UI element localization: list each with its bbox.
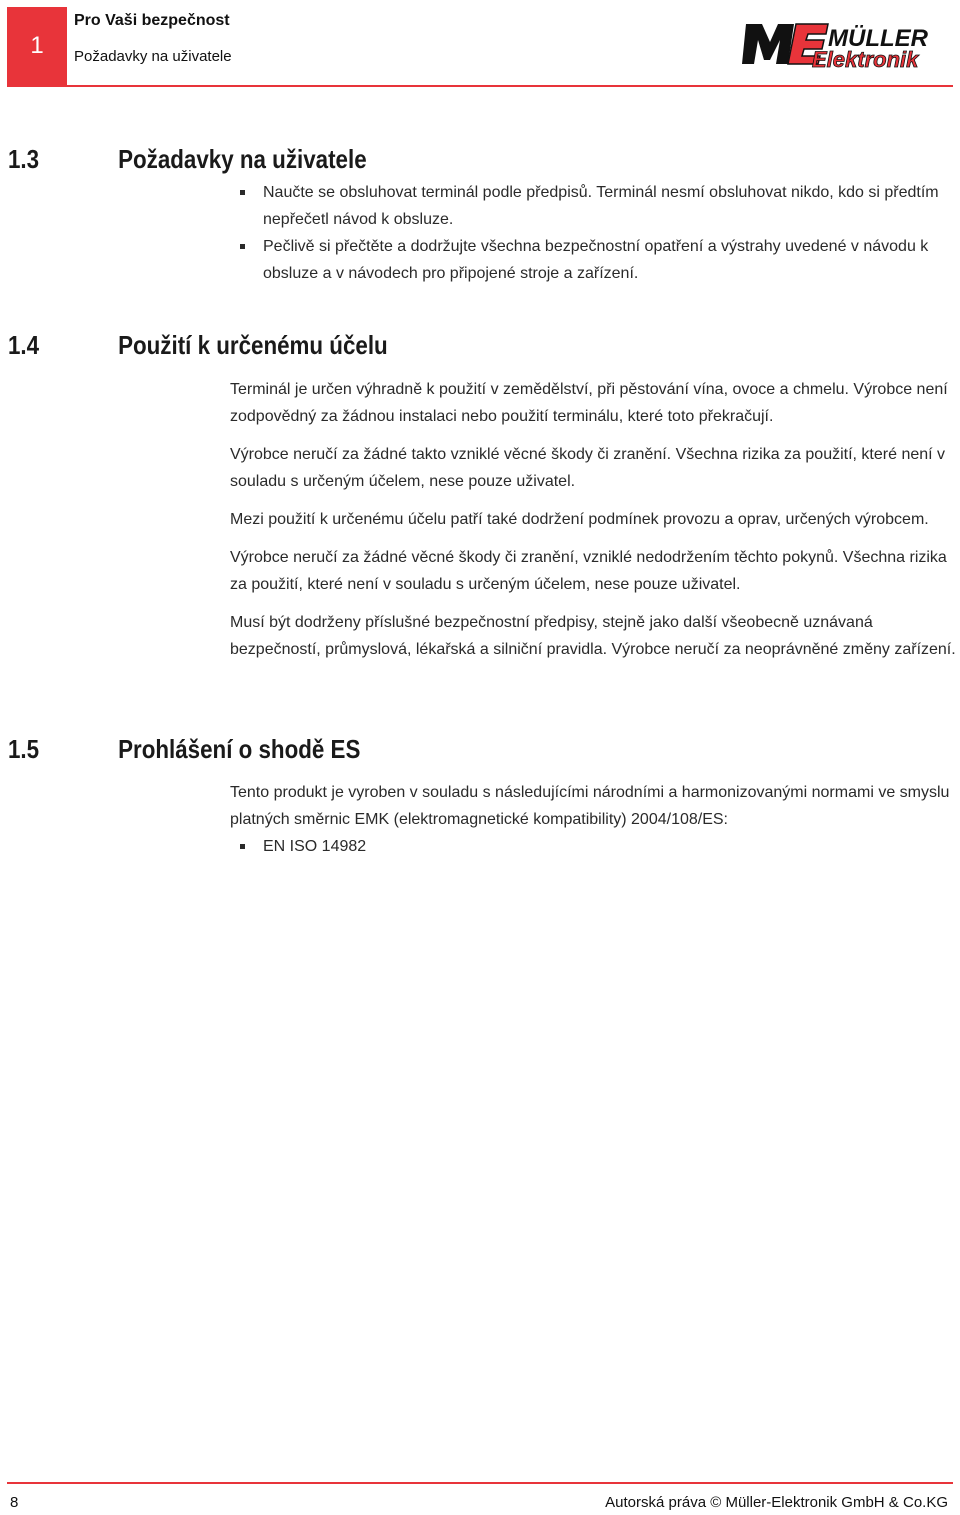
section-title: Použití k určenému účelu	[118, 330, 388, 360]
requirements-list	[240, 179, 940, 287]
section-number: 1.5	[8, 734, 40, 764]
section-heading-1-4	[8, 330, 388, 361]
logo-text-mueller: MÜLLER	[828, 25, 928, 52]
paragraph: Výrobce neručí za žádné takto vzniklé věcné škody či zranění. Všechna rizika za použití, které není v souladu s určeným účelem, nese pouze uživatel.	[230, 446, 946, 490]
header-chapter-title: Pro Vaši bezpečnost	[74, 12, 230, 29]
list-item: EN ISO 14982	[240, 833, 940, 860]
mueller-elektronik-logo	[740, 16, 948, 74]
paragraph: Výrobce neručí za žádné věcné škody či zranění, vzniklé nedodržením těchto pokynů. Všechna rizika za použití, které není v souladu s určeným účelem, nese pouze uživatel.	[230, 549, 947, 593]
header-divider	[7, 85, 953, 87]
copyright-notice: Autorská práva © Müller-Elektronik GmbH & Co.KG	[605, 1494, 948, 1511]
paragraph: Musí být dodrženy příslušné bezpečnostní předpisy, stejně jako další všeobecně uznávaná bezpečností, průmyslová, lékařská a silniční pravidla. Výrobce neručí za neoprávněné změny zařízení.	[230, 614, 956, 658]
list-item: Naučte se obsluhovat terminál podle předpisů. Terminál nesmí obsluhovat nikdo, kdo si předtím nepřečetl návod k obsluze.	[240, 179, 940, 233]
paragraph: Mezi použití k určenému účelu patří také dodržení podmínek provozu a oprav, určených výrobcem.	[230, 511, 929, 528]
standards-list	[240, 833, 940, 860]
paragraph: Tento produkt je vyroben v souladu s následujícími národními a harmonizovanými normami ve smyslu platných směrnic EMK (elektromagnetické kompatibility) 2004/108/ES:	[230, 784, 950, 828]
section-title: Prohlášení o shodě ES	[118, 734, 361, 764]
footer-divider	[7, 1482, 953, 1484]
header-section-title: Požadavky na uživatele	[74, 48, 232, 65]
section-number: 1.4	[8, 330, 40, 360]
section-heading-1-5	[8, 734, 360, 765]
logo-text-elektronik: Elektronik	[812, 47, 919, 72]
section-title: Požadavky na uživatele	[118, 144, 367, 174]
section-heading-1-3	[8, 144, 367, 175]
bullet-icon	[240, 190, 245, 195]
list-item: Pečlivě si přečtěte a dodržujte všechna bezpečnostní opatření a výstrahy uvedené v návodu k obsluze a v návodech pro připojené stroje a zařízení.	[240, 233, 940, 287]
bullet-icon	[240, 844, 245, 849]
bullet-icon	[240, 244, 245, 249]
paragraph: Terminál je určen výhradně k použití v zemědělství, při pěstování vína, ovoce a chmelu. Výrobce není zodpovědný za žádnou instalaci nebo použití terminálu, které toto překračují.	[230, 381, 948, 425]
page-number: 8	[10, 1494, 19, 1511]
page-header	[0, 0, 960, 88]
chapter-number-badge: 1	[7, 7, 67, 85]
section-number: 1.3	[8, 144, 40, 174]
